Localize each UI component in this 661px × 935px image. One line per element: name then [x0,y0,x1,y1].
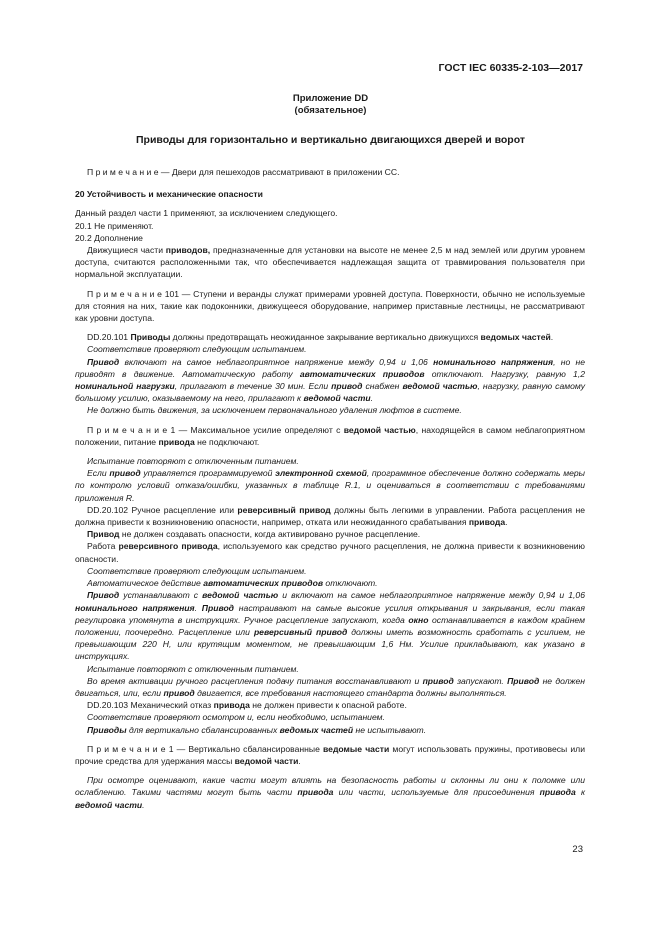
paragraph [75,528,585,540]
defined-term: привода [213,700,250,711]
paragraph [75,711,585,723]
text-run: Во время активации ручного расцепления подачу питания восстанавливают и [87,675,423,686]
text-run: двигается, все требования настоящего стандарта должны выполняться. [194,687,507,698]
paragraph [75,540,585,564]
text-run: . [370,393,373,404]
text-run: Данный раздел части 1 применяют, за исключением следующего. [75,208,338,219]
text-run: При осмотре оценивают, какие части могут влиять на безопасность работы и склонны ли они к поломке или ослаблению. Такими частями могут быть части [75,775,585,798]
text-run: предназначенные для установки на высоте не менее 2,5 м над землей или другим уровнем доступа, считаются расположенными так, что обеспечивается надлежащая защита от травмирования пользователя при нормальной эксплуатации. [75,245,585,280]
defined-term: привод [422,675,454,686]
note-label: П р и м е ч а н и е [87,288,162,299]
text-run: . [142,799,145,810]
defined-term: номинальной нагрузки [75,381,175,392]
defined-term: автоматических приводов [203,578,324,589]
defined-term: реверсивный привод [253,626,348,637]
text-run: настраивают на самые высокие усилия открывания и закрывания, если такая регулировка упомянута в инструкциях. Ручное расцепление запускают, когда [75,602,585,625]
paragraph [75,577,585,589]
defined-term: Привод [87,356,120,367]
defined-term: ведомой части [75,799,143,810]
text-run: DD.20.101 [87,332,131,343]
text-run: не должен двигаться, или, если [75,675,585,698]
text-run: . [298,755,301,766]
text-run: Испытание повторяют с отключенным питанием. [87,456,299,467]
annex-status: (обязательное) [294,105,367,116]
text-run: . [194,602,202,613]
text-run: 20.2 Дополнение [75,232,143,243]
paragraph [75,504,585,528]
text-run: отключают. [323,578,378,589]
annex-header [0,93,661,117]
paragraph [75,188,585,200]
defined-term: Приводы [130,332,171,343]
defined-term: ведомой частью [202,590,279,601]
text-run: отключают. Нагрузку, равную 1,2 [424,368,585,379]
paragraph [75,663,585,675]
paragraph [75,331,585,343]
defined-term: окно [408,614,429,625]
note-label: П р и м е ч а н и е [87,167,159,177]
text-run: Движущиеся части [87,245,166,256]
defined-term: электронной схемой [275,468,367,479]
defined-term: привод [163,687,195,698]
paragraph [75,675,585,699]
defined-term: ведомой частью [402,381,478,392]
text-run: Испытание повторяют с отключенным питанием. [87,663,299,674]
text-run: не подключают. [194,436,260,447]
text-run: устанавливают с [119,590,203,601]
defined-term: привода [158,436,195,447]
text-run: должны иметь возможность сработать с усилием, не превышающим 220 Н, или крутящим моментом, не превышающим 1,6 Нм. Усилие прикладывают, как указано в инструкциях. [75,626,585,662]
text-run: . [505,517,508,528]
text-run: 1 — Максимальное усилие определяют с [167,424,344,435]
text-run: 101 — Ступени и веранды служат примерами уровней доступа. Поверхности, обычно не используемые для стояния на них, такие как подоконники, движущееся оборудование, например приставные лестницы, не рассматривают как уровни доступа. [75,288,586,324]
paragraph [75,343,585,355]
defined-term: Привод [507,675,540,686]
paragraph [75,724,585,736]
paragraph [75,424,585,448]
defined-term: ведомые части [323,743,390,754]
text-run: — Двери для пешеходов рассматривают в приложении СС. [158,167,400,177]
paragraph [75,207,585,219]
text-run: и включают на самое неблагоприятное напряжение между 0,94 и 1,06 [278,590,585,601]
text-run: Соответствие проверяют следующим испытанием. [87,565,307,576]
defined-term: номинального напряжения [433,356,554,367]
defined-term: привод [331,381,363,392]
text-run: останавливается в каждом крайнем положении, поочередно. Расцепление или [75,614,585,637]
defined-term: ведомых частей [279,724,354,735]
text-run: , программное обеспечение должно содержать меры по контролю условий отказа/ошибки, указанных в таблице R.1, и оцениваться в соответствии с требованиями приложения R. [75,468,586,503]
defined-term: Привод [201,602,234,613]
paragraph [75,743,585,767]
text-run: Если [87,468,110,479]
defined-term: номинального напряжения [75,602,195,613]
paragraph [75,565,585,577]
text-run: Соответствие проверяют следующим испытанием. [87,344,307,355]
paragraph [75,774,585,811]
text-run: , но не приводят в движение. Автоматическую работу [75,356,585,379]
defined-term: Привод [87,590,120,601]
defined-term: ведомой частью [343,424,416,435]
text-run: к [575,787,586,798]
note-label: П р и м е ч а н и е [87,424,168,435]
defined-term: Приводы [87,724,127,735]
text-run: должны быть легкими в управлении. Работа расцепления не должна привести к возникновению опасности, например, отката или неожиданного срабатывания [75,504,586,528]
text-run: не испытывают. [353,724,426,735]
text-run: запускают. [453,675,508,686]
text-run: или части, используемые для присоединения [333,787,540,798]
defined-term: реверсивного привода [118,541,218,552]
text-run: не должен привести к опасной работе. [249,700,407,711]
text-run: . [550,332,554,343]
paragraph [75,589,585,662]
paragraph [75,288,585,325]
text-run: 20 Устойчивость и механические опасности [75,189,263,200]
text-run: могут использовать пружины, противовесы или прочие средства для удержания массы [75,743,586,766]
paragraph [75,166,585,178]
defined-term: привод [109,468,141,479]
note-label: П р и м е ч а н и е [87,743,166,754]
text-run: DD.20.102 Ручное расцепление или [87,504,238,515]
text-run: 1 — Вертикально сбалансированные [165,743,324,754]
document-number: ГОСТ IEC 60335-2-103—2017 [438,62,583,74]
paragraph [75,244,585,281]
text-run: , используемого как средство ручного расцепления, не должна привести к возникновению опасности. [75,541,585,564]
paragraph [75,356,585,405]
text-run: должны предотвращать неожиданное закрывание вертикально движущихся [170,332,481,343]
paragraph [75,404,585,416]
text-run: Соответствие проверяют осмотром и, если необходимо, испытанием. [87,712,385,723]
defined-term: ведомой части [234,755,299,766]
paragraph [75,220,585,232]
paragraph [75,455,585,467]
paragraph [75,467,585,504]
defined-term: реверсивный привод [237,504,331,515]
text-run: 20.1 Не применяют. [75,220,154,231]
text-run: , нагрузку, равную самому большому усилию, оказываемому на него, прилагают к [75,381,585,404]
defined-term: приводов, [165,245,211,256]
text-run: Не должно быть движения, за исключением первоначального удаления люфтов в системе. [87,405,462,416]
text-run: снабжен [362,381,403,392]
annex-title: Приложение DD [292,93,369,104]
defined-term: привода [468,517,506,528]
text-run: , прилагают в течение 30 мин. Если [174,381,332,392]
text-run: управляется программируемой [140,468,276,479]
defined-term: привода [539,787,576,798]
text-run: Работа [87,541,119,552]
text-run: DD.20.103 Механический отказ [87,700,214,711]
paragraph [75,232,585,244]
text-run: Автоматическое действие [87,578,204,589]
paragraph [75,699,585,711]
text-run: включают на самое неблагоприятное напряжение между 0,94 и 1,06 [119,356,434,367]
defined-term: ведомой части [303,393,371,404]
text-run: не должен создавать опасности, когда активировано ручное расцепление. [119,529,421,540]
defined-term: ведомых частей [480,332,551,343]
defined-term: автоматических приводов [299,368,425,379]
defined-term: Привод [87,529,120,540]
document-body [75,166,585,811]
defined-term: привода [297,787,334,798]
text-run: , находящейся в самом неблагоприятном положении, питание [75,424,586,447]
page-number: 23 [572,844,583,855]
annex-heading: Приводы для горизонтально и вертикально двигающихся дверей и ворот [135,134,526,146]
text-run: для вертикально сбалансированных [126,724,280,735]
